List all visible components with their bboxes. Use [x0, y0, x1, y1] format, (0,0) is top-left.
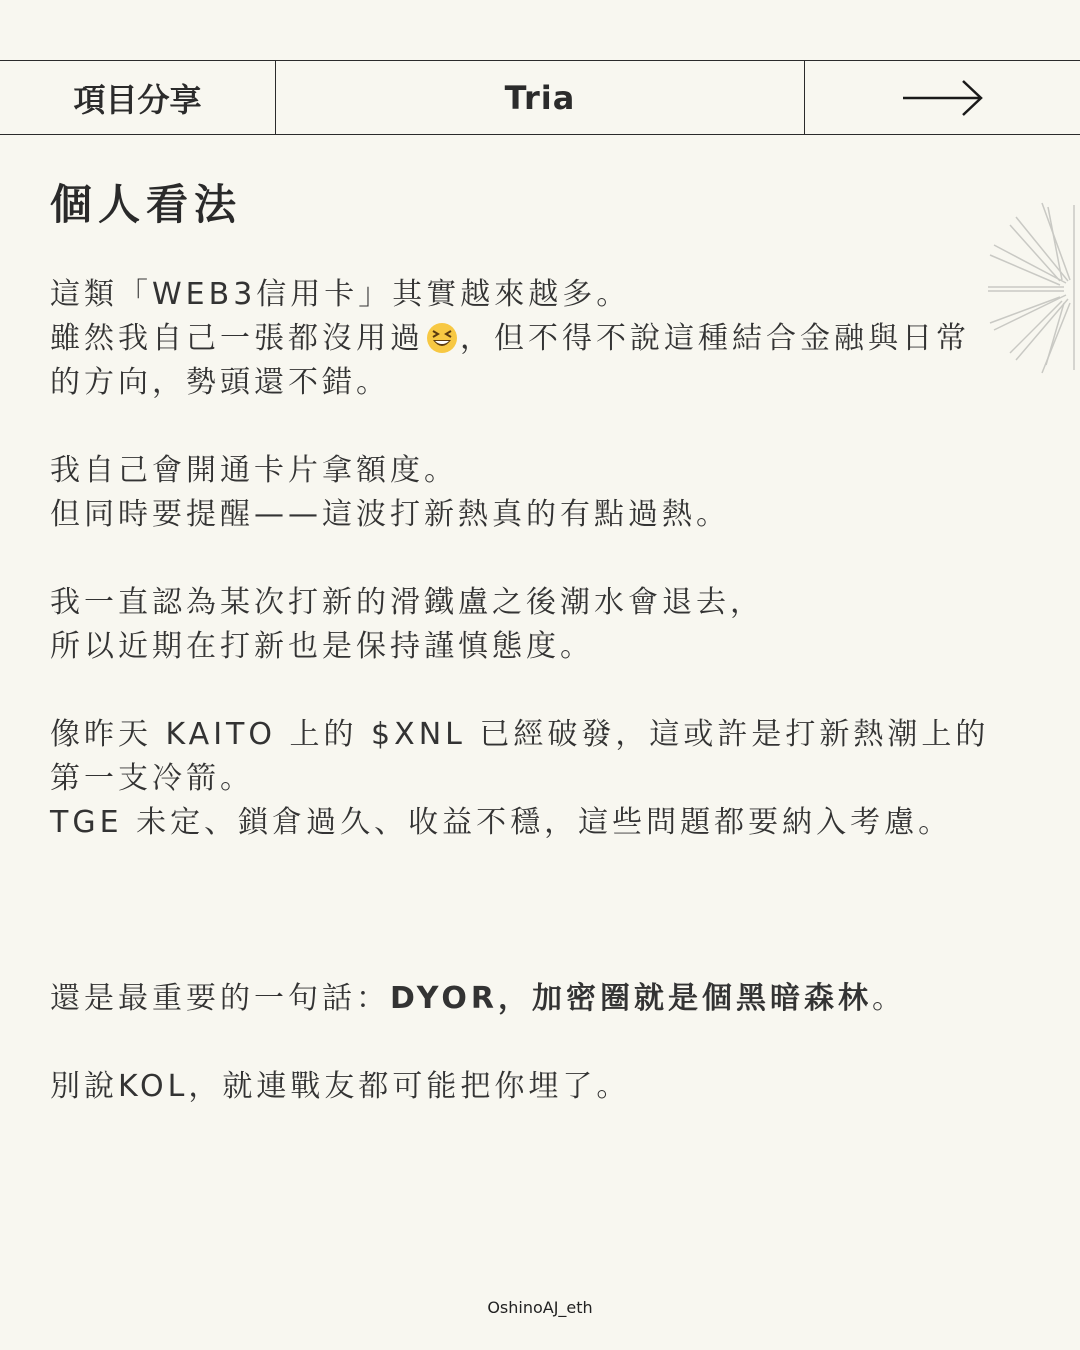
paragraph-1 — [50, 273, 1040, 405]
text-line — [50, 317, 1040, 361]
text-line: 我一直認為某次打新的滑鐵盧之後潮水會退去， — [50, 585, 764, 620]
author-handle: OshinoAJ_eth — [487, 1298, 593, 1317]
text-line: 但同時要提醒——這波打新熱真的有點過熱。 — [50, 497, 730, 532]
text-line: 別說KOL，就連戰友都可能把你埋了。 — [50, 1069, 631, 1104]
paragraph-4 — [50, 713, 1040, 845]
text-line: 像昨天 KAITO 上的 $XNL 已經破發，這或許是打新熱潮上的 — [50, 717, 990, 752]
text-line: TGE 未定、鎖倉過久、收益不穩，這些問題都要納入考慮。 — [50, 805, 953, 840]
text-segment: ，但不得不說這種結合金融與日常 — [460, 321, 970, 356]
highlight-text: DYOR，加密圈就是個黑暗森林 — [390, 981, 872, 1016]
text-line: 第一支冷箭。 — [50, 761, 254, 796]
project-tab — [276, 61, 805, 134]
text-segment: 。 — [871, 981, 906, 1016]
text-line — [50, 977, 1040, 1021]
text-line: 這類「WEB3信用卡」其實越來越多。 — [50, 277, 631, 312]
text-line: 的方向，勢頭還不錯。 — [50, 365, 390, 400]
text-line: 我自己會開通卡片拿額度。 — [50, 453, 458, 488]
section-title: 個人看法 — [50, 180, 243, 229]
text-segment: 還是最重要的一句話： — [50, 981, 390, 1016]
category-label: 項目分享 — [73, 80, 202, 119]
article-body — [50, 273, 1040, 1153]
header-bar — [0, 60, 1080, 135]
arrow-right-icon — [901, 78, 985, 118]
paragraph-3 — [50, 581, 1040, 669]
category-tab — [0, 61, 276, 134]
text-segment: 雖然我自己一張都沒用過 — [50, 321, 424, 356]
next-button[interactable] — [805, 61, 1080, 134]
paragraph-5 — [50, 977, 1040, 1021]
paragraph-2 — [50, 449, 1040, 537]
project-name: Tria — [504, 78, 576, 117]
paragraph-6 — [50, 1065, 1040, 1109]
grinning-squinting-face-icon — [426, 322, 458, 354]
text-line: 所以近期在打新也是保持謹慎態度。 — [50, 629, 594, 664]
